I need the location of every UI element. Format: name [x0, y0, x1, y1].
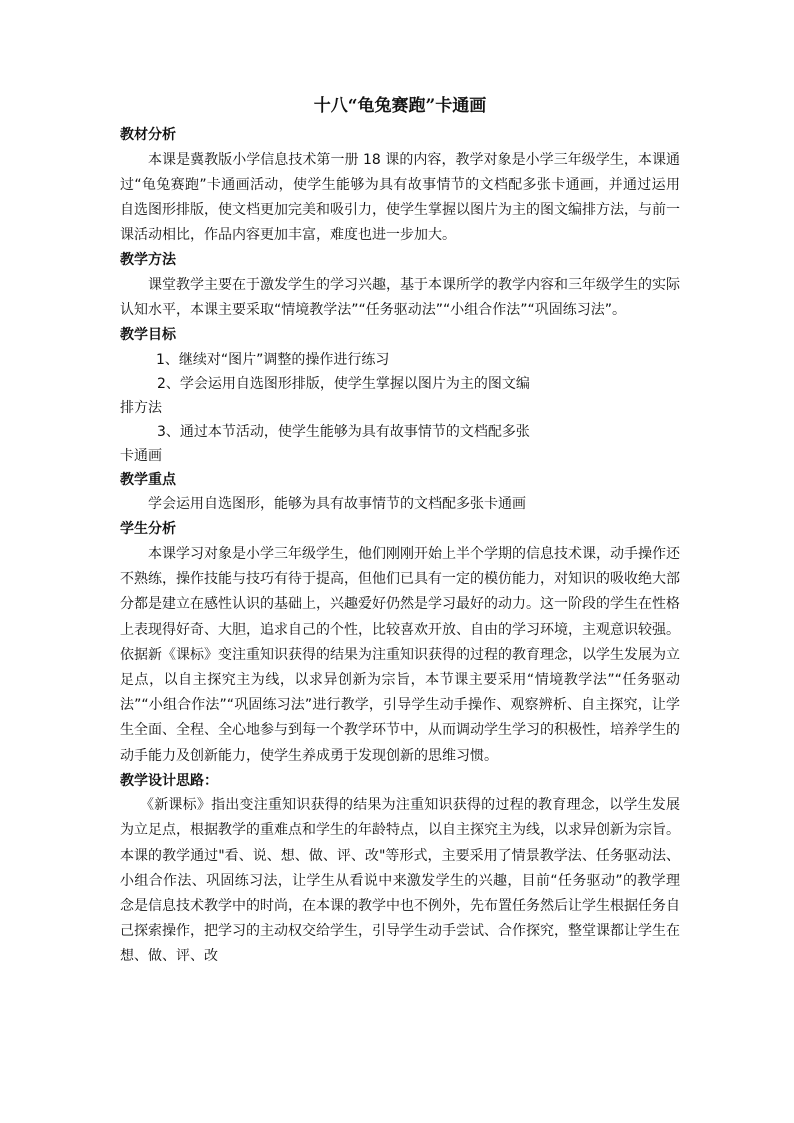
goal-item-2: 2、学会运用自选图形排版，使学生掌握以图片为主的图文编: [157, 375, 530, 392]
section-heading-goals: 教学目标: [120, 327, 176, 344]
section-text-analysis: 本课是冀教版小学信息技术第一册 18 课的内容，教学对象是小学三年级学生，本课通过“龟兔赛跑”卡通画活动，使学生能够为具有故事情节的文档配多张卡通画，并通过运用自选图形排版，使文档更加完美和吸引力，使学生掌握以图片为主的图文编排方法，与前一课活动相比，作品内容更加丰富，难度也进一步加大。: [120, 151, 680, 244]
goal-item-1: 1、继续对“图片”调整的操作进行练习: [156, 351, 390, 368]
goal-item-3-continuation: 卡通画: [120, 447, 162, 464]
section-heading-students: 学生分析: [120, 521, 176, 538]
section-text-method: 课堂教学主要在于激发学生的学习兴趣，基于本课所学的教学内容和三年级学生的实际认知水平，本课主要采取“情境教学法”“任务驱动法”“小组合作法”“巩固练习法”。: [120, 276, 680, 319]
section-heading-key: 教学重点: [120, 471, 176, 488]
section-heading-method: 教学方法: [120, 252, 176, 269]
section-heading-design: 教学设计思路：: [120, 772, 218, 789]
section-text-design: 《新课标》指出变注重知识获得的结果为注重知识获得的过程的教育理念，以学生发展为立足点，根据教学的重难点和学生的年龄特点，以自主探究主为线，以求异创新为宗旨。本课的教学通过"看、说、想、做、评、改"等形式，主要采用了情景教学法、任务驱动法、小组合作法、巩固练习法，让学生从看说中来激发学生的兴趣，目前“任务驱动”的教学理念是信息技术教学中的时尚，在本课的教学中也不例外，先布置任务然后让学生根据任务自己探索操作，把学习的主动权交给学生，引导学生动手尝试、合作探究，整堂课都让学生在想、做、评、改: [120, 797, 680, 965]
document-page: [120, 93, 680, 970]
goal-item-3: 3、通过本节活动，使学生能够为具有故事情节的文档配多张: [157, 423, 530, 440]
goal-item-2-continuation: 排方法: [120, 399, 162, 416]
section-text-students: 本课学习对象是小学三年级学生，他们刚刚开始上半个学期的信息技术课，动手操作还不熟练，操作技能与技巧有待于提高，但他们已具有一定的模仿能力，对知识的吸收绝大部分都是建立在感性认识的基础上，兴趣爱好仍然是学习最好的动力。这一阶段的学生在性格上表现得好奇、大胆，追求自己的个性，比较喜欢开放、自由的学习环境，主观意识较强。依据新《课标》变注重知识获得的结果为注重知识获得的过程的教育理念，以学生发展为立足点，以自主探究主为线，以求异创新为宗旨，本节课主要采用“情境教学法”“任务驱动法”“小组合作法”“巩固练习法”进行教学，引导学生动手操作、观察辨析、自主探究，让学生全面、全程、全心地参与到每一个教学环节中，从而调动学生学习的积极性，培养学生的动手能力及创新能力，使学生养成勇于发现创新的思维习惯。: [120, 545, 680, 764]
section-text-key: 学会运用自选图形，能够为具有故事情节的文档配多张卡通画: [148, 496, 526, 513]
section-heading-analysis: 教材分析: [120, 127, 176, 143]
document-title: 十八“龟兔赛跑”卡通画: [313, 96, 487, 116]
